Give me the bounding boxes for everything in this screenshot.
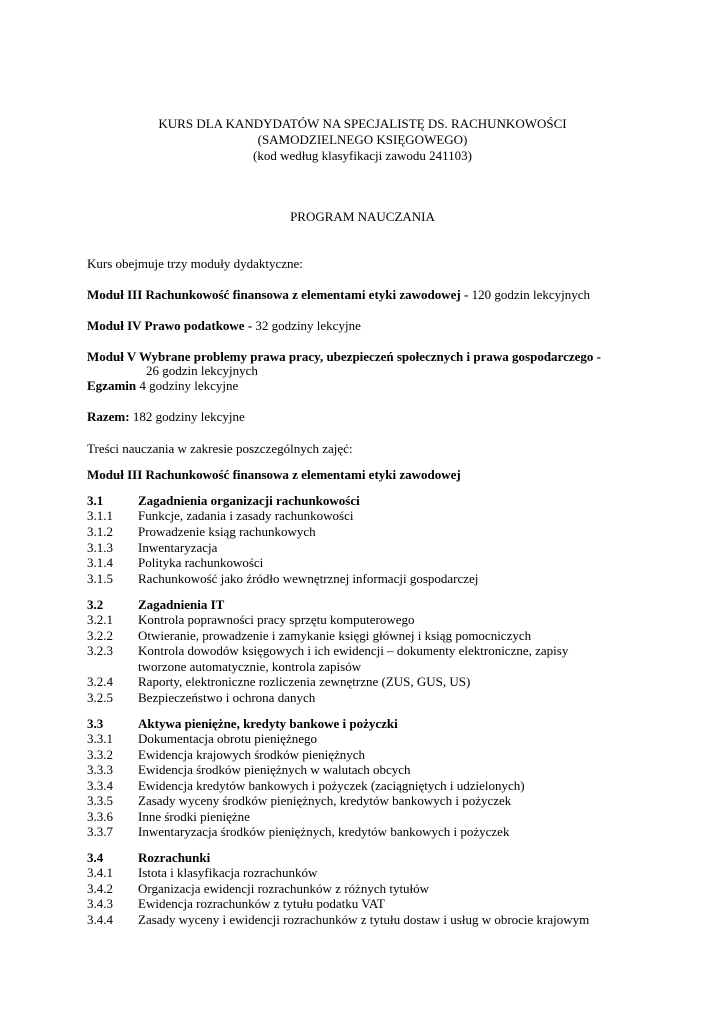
item-text: Inwentaryzacja środków pieniężnych, kredytów bankowych i pożyczek <box>138 824 510 839</box>
item-number: 3.1.1 <box>87 508 113 523</box>
section-heading <box>87 597 647 613</box>
list-item <box>87 571 647 587</box>
item-text: Zasady wyceny i ewidencji rozrachunków z tytułu dostaw i usług w obrocie krajowym <box>138 912 590 927</box>
total-summary <box>87 409 245 425</box>
item-text: Rachunkowość jako źródło wewnętrznej informacji gospodarczej <box>138 571 479 586</box>
total-label: Razem: <box>87 409 130 424</box>
total-hours: 182 godziny lekcyjne <box>129 409 245 424</box>
list-item <box>87 896 647 912</box>
item-number: 3.2.2 <box>87 628 113 643</box>
list-item <box>87 912 647 928</box>
list-item <box>87 881 647 897</box>
intro-text: Kurs obejmuje trzy moduły dydaktyczne: <box>87 256 303 271</box>
list-item <box>87 731 647 747</box>
item-number: 3.1.3 <box>87 540 113 555</box>
item-number: 3.4.2 <box>87 881 113 896</box>
section-title: Aktywa pieniężne, kredyty bankowe i pożyczki <box>138 716 398 731</box>
item-text: Istota i klasyfikacja rozrachunków <box>138 865 318 880</box>
section-heading <box>87 850 647 866</box>
module-4-hours: 32 godziny lekcyjne <box>255 318 361 333</box>
module-3-summary <box>87 287 590 303</box>
item-text: Inwentaryzacja <box>138 540 218 555</box>
item-number: 3.1.4 <box>87 555 113 570</box>
program-title: PROGRAM NAUCZANIA <box>290 209 435 224</box>
module-5-hours: 26 godzin lekcyjnych <box>146 363 258 378</box>
item-text: Zasady wyceny środków pieniężnych, kredytów bankowych i pożyczek <box>138 793 512 808</box>
module-4-summary <box>87 318 361 334</box>
item-text: Kontrola poprawności pracy sprzętu komputerowego <box>138 612 415 627</box>
list-item <box>87 747 647 763</box>
item-number: 3.2.3 <box>87 643 113 658</box>
list-item <box>87 690 647 706</box>
item-text: Funkcje, zadania i zasady rachunkowości <box>138 508 354 523</box>
exam-hours: 4 godziny lekcyjne <box>136 378 239 393</box>
item-text: Polityka rachunkowości <box>138 555 264 570</box>
item-number: 3.3.3 <box>87 762 113 777</box>
item-number: 3.3.4 <box>87 778 113 793</box>
item-number: 3.3.2 <box>87 747 113 762</box>
item-number: 3.3.1 <box>87 731 113 746</box>
module-3-heading: Moduł III Rachunkowość finansowa z elementami etyki zawodowej <box>87 467 461 482</box>
module-3-hours: 120 godzin lekcyjnych <box>471 287 591 302</box>
section-heading <box>87 493 647 509</box>
list-item <box>87 865 647 881</box>
content-intro: Treści nauczania w zakresie poszczególnych zajęć: <box>87 441 353 456</box>
list-item <box>87 793 647 809</box>
item-number: 3.2.4 <box>87 674 113 689</box>
item-number: 3.1.2 <box>87 524 113 539</box>
course-code: (kod według klasyfikacji zawodu 241103) <box>252 148 473 163</box>
course-title: KURS DLA KANDYDATÓW NA SPECJALISTĘ DS. RACHUNKOWOŚCI <box>158 116 567 131</box>
exam-summary <box>87 378 238 394</box>
item-number: 3.2.1 <box>87 612 113 627</box>
item-text: Ewidencja środków pieniężnych w walutach obcych <box>138 762 411 777</box>
section-heading <box>87 716 647 732</box>
item-text: Inne środki pieniężne <box>138 809 250 824</box>
item-text-continued: tworzone automatycznie, kontrola zapisów <box>138 659 362 674</box>
list-item-continuation <box>87 659 647 675</box>
item-text: Ewidencja krajowych środków pieniężnych <box>138 747 366 762</box>
list-item <box>87 540 647 556</box>
item-number: 3.2.5 <box>87 690 113 705</box>
section-number: 3.4 <box>87 850 104 865</box>
item-text: Bezpieczeństwo i ochrona danych <box>138 690 316 705</box>
list-item <box>87 508 647 524</box>
item-text: Dokumentacja obrotu pieniężnego <box>138 731 318 746</box>
section-title: Rozrachunki <box>138 850 211 865</box>
section-number: 3.3 <box>87 716 104 731</box>
list-item <box>87 643 647 659</box>
section-title: Zagadnienia organizacji rachunkowości <box>138 493 360 508</box>
list-item <box>87 778 647 794</box>
section-number: 3.2 <box>87 597 104 612</box>
list-item <box>87 612 647 628</box>
item-text: Raporty, elektroniczne rozliczenia zewnętrzne (ZUS, GUS, US) <box>138 674 471 689</box>
item-text: Ewidencja kredytów bankowych i pożyczek (zaciągniętych i udzielonych) <box>138 778 525 793</box>
list-item <box>87 824 647 840</box>
module-3-label: Moduł III Rachunkowość finansowa z elementami etyki zawodowej - <box>87 287 472 302</box>
list-item <box>87 524 647 540</box>
item-text: Prowadzenie ksiąg rachunkowych <box>138 524 316 539</box>
section-title: Zagadnienia IT <box>138 597 225 612</box>
item-number: 3.4.3 <box>87 896 113 911</box>
item-number: 3.4.1 <box>87 865 113 880</box>
item-number: 3.3.7 <box>87 824 113 839</box>
exam-label: Egzamin <box>87 378 137 393</box>
item-number: 3.3.6 <box>87 809 113 824</box>
section-number: 3.1 <box>87 493 104 508</box>
item-text: Organizacja ewidencji rozrachunków z różnych tytułów <box>138 881 430 896</box>
item-text: Ewidencja rozrachunków z tytułu podatku VAT <box>138 896 385 911</box>
course-subtitle: (SAMODZIELNEGO KSIĘGOWEGO) <box>257 132 468 147</box>
item-text: Kontrola dowodów księgowych i ich ewidencji – dokumenty elektroniczne, zapisy <box>138 643 569 658</box>
list-item <box>87 809 647 825</box>
item-number: 3.1.5 <box>87 571 113 586</box>
list-item <box>87 762 647 778</box>
item-text: Otwieranie, prowadzenie i zamykanie księgi głównej i ksiąg pomocniczych <box>138 628 532 643</box>
list-item <box>87 628 647 644</box>
module-5-label: Moduł V Wybrane problemy prawa pracy, ubezpieczeń społecznych i prawa gospodarczego - <box>87 349 601 364</box>
list-item <box>87 555 647 571</box>
module-4-label: Moduł IV Prawo podatkowe - <box>87 318 256 333</box>
item-number: 3.4.4 <box>87 912 113 927</box>
item-number: 3.3.5 <box>87 793 113 808</box>
list-item <box>87 674 647 690</box>
